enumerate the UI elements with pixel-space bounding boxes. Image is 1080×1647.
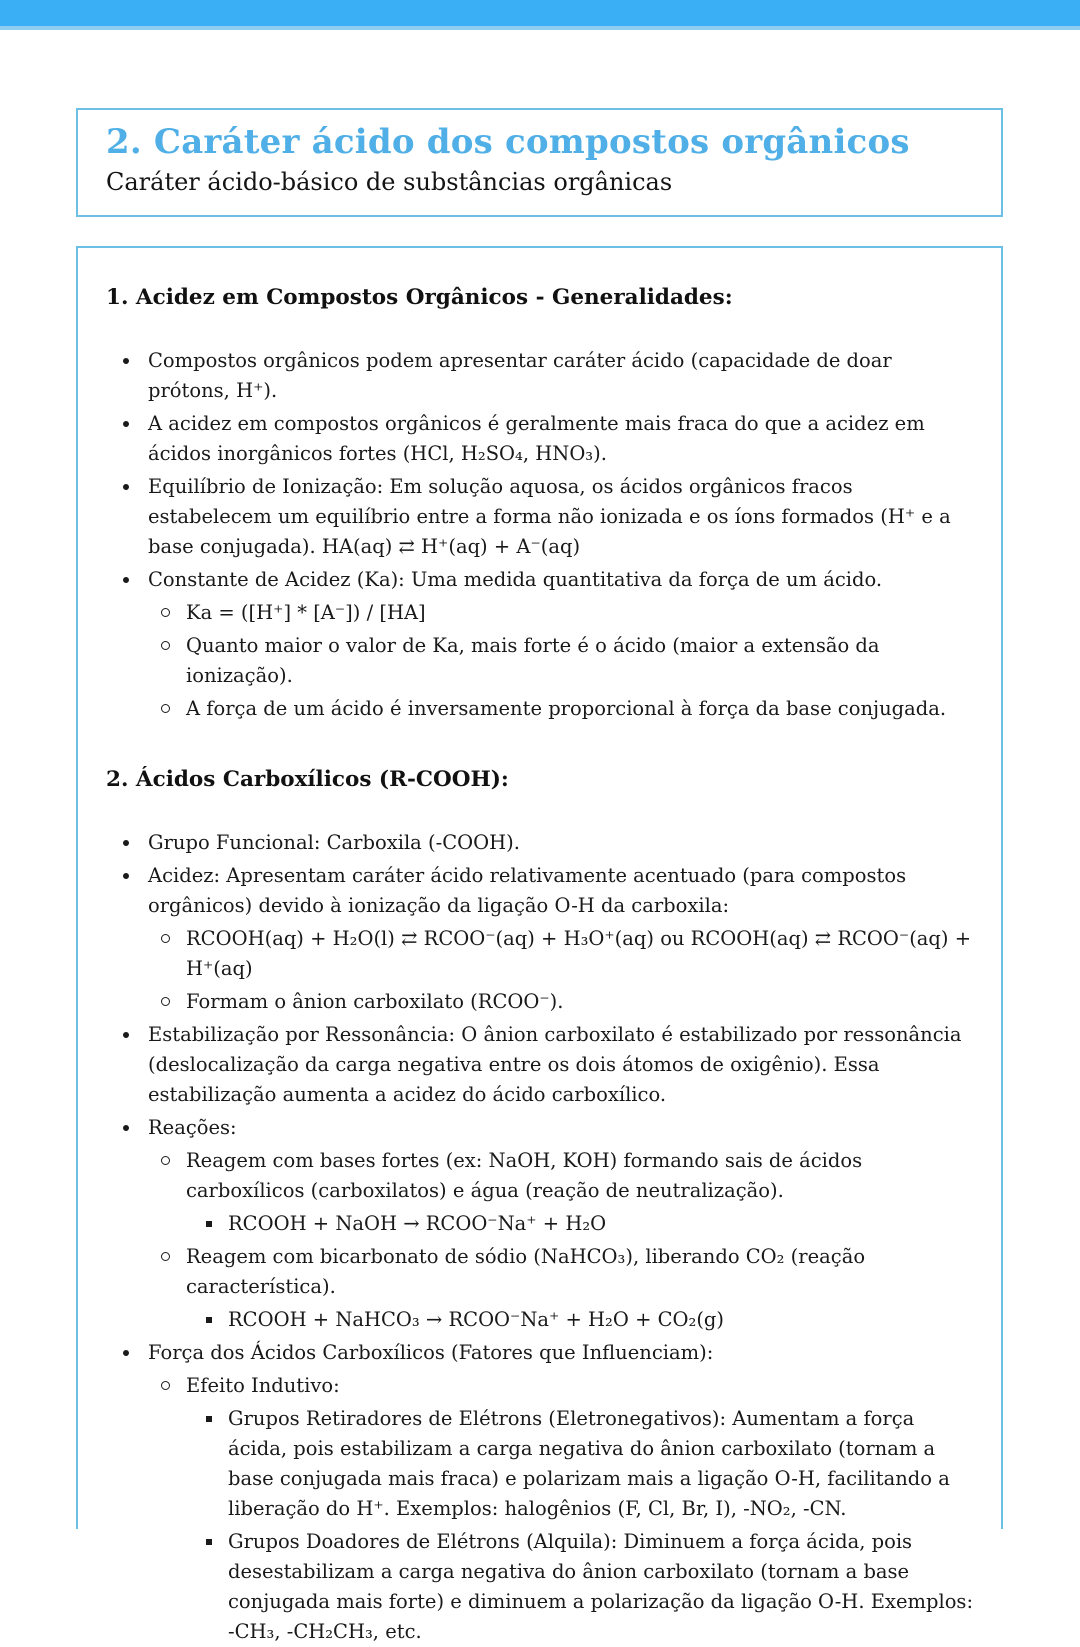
section-heading-2: 2. Ácidos Carboxílicos (R-COOH): [106,767,509,792]
list-item: Grupos Retiradores de Elétrons (Eletronegativos): Aumentam a força ácida, pois estabilizam a carga negativa do ânion carboxilato (tornam a base conjugada mais fraca) e polarizam mais a ligação O-H, facilitando a liberação do H⁺. Exemplos: halogênios (F, Cl, Br, I), -NO₂, -CN. [106,1404,979,1524]
notes-card [76,246,1003,1643]
list-item: Acidez: Apresentam caráter ácido relativamente acentuado (para compostos orgânicos) devido à ionização da ligação O-H da carboxila: [106,861,979,921]
list-item: Grupos Doadores de Elétrons (Alquila): Diminuem a força ácida, pois desestabilizam a carga negativa do ânion carboxilato (tornam a base conjugada mais forte) e diminuem a polarização da ligação O-H. Exemplos: -CH₃, -CH₂CH₃, etc. [106,1527,979,1647]
list-item: RCOOH(aq) + H₂O(l) ⇄ RCOO⁻(aq) + H₃O⁺(aq) ou RCOOH(aq) ⇄ RCOO⁻(aq) + H⁺(aq) [106,924,979,984]
title-card [76,108,1003,217]
list-item: Reagem com bases fortes (ex: NaOH, KOH) formando sais de ácidos carboxílicos (carboxilatos) e água (reação de neutralização). [106,1146,979,1206]
list-item: Quanto maior o valor de Ka, mais forte é o ácido (maior a extensão da ionização). [106,631,979,691]
list-item: RCOOH + NaOH → RCOO⁻Na⁺ + H₂O [106,1209,979,1239]
list-item: A acidez em compostos orgânicos é geralmente mais fraca do que a acidez em ácidos inorgânicos fortes (HCl, H₂SO₄, HNO₃). [106,409,979,469]
list-item: Ka = ([H⁺] * [A⁻]) / [HA] [106,598,979,628]
list-item: Constante de Acidez (Ka): Uma medida quantitativa da força de um ácido. [106,565,979,595]
top-accent-bar [0,0,1080,30]
list-item: Grupo Funcional: Carboxila (-COOH). [106,828,979,858]
page-title: 2. Caráter ácido dos compostos orgânicos [106,122,910,162]
list-item: Estabilização por Ressonância: O ânion carboxilato é estabilizado por ressonância (deslocalização da carga negativa entre os dois átomos de oxigênio). Essa estabilização aumenta a acidez do ácido carboxílico. [106,1020,979,1110]
list-item: RCOOH + NaHCO₃ → RCOO⁻Na⁺ + H₂O + CO₂(g) [106,1305,979,1335]
list-item: A força de um ácido é inversamente proporcional à força da base conjugada. [106,694,979,724]
list-item: Formam o ânion carboxilato (RCOO⁻). [106,987,979,1017]
section-heading-1: 1. Acidez em Compostos Orgânicos - Generalidades: [106,285,733,310]
list-item: Força dos Ácidos Carboxílicos (Fatores que Influenciam): [106,1338,979,1368]
list-item: Equilíbrio de Ionização: Em solução aquosa, os ácidos orgânicos fracos estabelecem um equilíbrio entre a forma não ionizada e os íons formados (H⁺ e a base conjugada). HA(aq) ⇄ H⁺(aq) + A⁻(aq) [106,472,979,562]
list-item: Reagem com bicarbonato de sódio (NaHCO₃), liberando CO₂ (reação característica). [106,1242,979,1302]
list-item: Reações: [106,1113,979,1143]
page-subtitle: Caráter ácido-básico de substâncias orgânicas [106,168,673,196]
list-item: Compostos orgânicos podem apresentar caráter ácido (capacidade de doar prótons, H⁺). [106,346,979,406]
list-item: Efeito Indutivo: [106,1371,979,1401]
